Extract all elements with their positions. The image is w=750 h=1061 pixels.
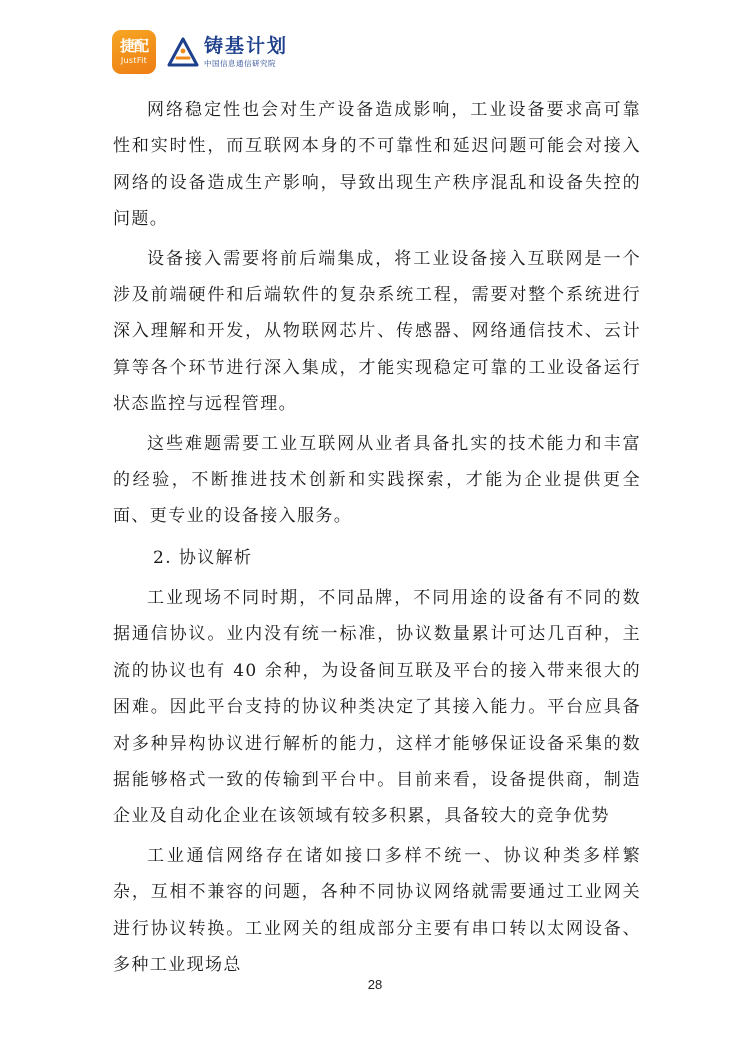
page-number: 28: [367, 977, 383, 992]
document-body: [113, 92, 641, 983]
justfit-logo: [112, 30, 156, 74]
paragraph-protocol-diversity: 工业现场不同时期，不同品牌，不同用途的设备有不同的数据通信协议。业内没有统一标准，协议数量累计可达几百种，主流的协议也有 40 余种，为设备间互联及平台的接入带来很大的困难。因此平台支持的协议种类决定了其接入能力。平台应具备对多种异构协议进行解析的能力，这样才能够保证设备采集的数据能够格式一致的传输到平台中。目前来看，设备提供商，制造企业及自动化企业在该领域有较多积累，具备较大的竞争优势: [113, 587, 641, 827]
paragraph-device-integration: 设备接入需要将前后端集成，将工业设备接入互联网是一个涉及前端硬件和后端软件的复杂系统工程，需要对整个系统进行深入理解和开发，从物联网芯片、传感器、网络通信技术、云计算等各个环节进行深入集成，才能实现稳定可靠的工业设备运行状态监控与远程管理。: [113, 248, 641, 415]
zhuji-plan-logo: [166, 36, 288, 68]
section-heading-protocol-parsing: 2. 协议解析: [153, 547, 253, 568]
paragraph-network-stability: 网络稳定性也会对生产设备造成影响，工业设备要求高可靠性和实时性，而互联网本身的不可靠性和延迟问题可能会对接入网络的设备造成生产影响，导致出现生产秩序混乱和设备失控的问题。: [113, 100, 641, 230]
paragraph-challenges: 这些难题需要工业互联网从业者具备扎实的技术能力和丰富的经验，不断推进技术创新和实践探索，才能为企业提供更全面、更专业的设备接入服务。: [113, 433, 641, 527]
zhuji-plan-title: 铸基计划: [204, 34, 289, 57]
justfit-logo-en: JustFit: [120, 56, 148, 65]
triangle-a-icon: [166, 36, 200, 68]
page-header: [112, 28, 288, 76]
caict-name: 中国信息通信研究院: [204, 58, 276, 68]
justfit-logo-cn: 捷配: [119, 37, 148, 55]
paragraph-industrial-gateway: 工业通信网络存在诸如接口多样不统一、协议种类多样繁杂，互相不兼容的问题，各种不同协议网络就需要通过工业网关进行协议转换。工业网关的组成部分主要有串口转以太网设备、多种工业现场总: [113, 845, 641, 975]
